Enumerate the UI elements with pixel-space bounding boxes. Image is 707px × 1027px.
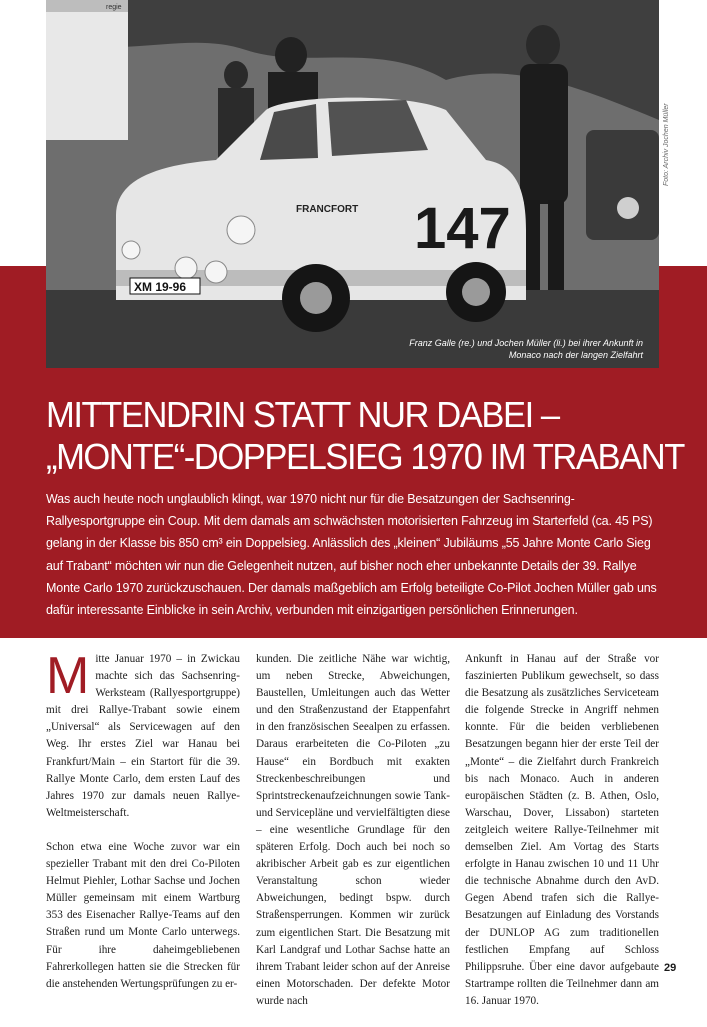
paragraph: Ankunft in Hanau auf der Straße vor faszinierten Publikum gewechselt, so dass die Besatzung als zusätzliches Serviceteam die folgende Strecke in Angriff nehmen konnte. Für die beiden verbliebenen Besatzungen begann hier der erste Teil der „Monte“ – die Zielfahrt durch Frankreich bis nach Monaco. Auch in anderen europäischen Städten (z. B. Athen, Oslo, Warschau, Dover, Lissabon) starteten zeitgleich weitere Rallye-Teilnehmer mit demselben Ziel. Am Vortag des Starts erfolgte in Hanau zwischen 10 und 11 Uhr die technische Abnahme durch den AvD. Gegen Abend trafen sich die Rallye-Besatzungen auf Einladung des Vorstands der DUNLOP AG zum traditionellen festlichen Empfang auf Schloss Philippsruhe. Über eine davor aufgebaute Startrampe rollten die Teilnehmer dann am 16. Januar 1970. bbox=[465, 653, 659, 1007]
car-banner: FRANCFORT bbox=[296, 204, 359, 215]
headline-line-2: „MONTE“-DOPPELSIEG 1970 IM TRABANT bbox=[46, 436, 684, 477]
trabant-photo-illustration bbox=[46, 0, 659, 368]
car-plate: XM 19-96 bbox=[134, 280, 187, 294]
article-intro: Was auch heute noch unglaublich klingt, war 1970 nicht nur für die Besatzungen der Sachsenring-Rallyesportgruppe ein Coup. Mit dem damals am schwächsten motorisierten Fahrzeug im Starterfeld (ca. 45 PS) gelang in der Klasse bis 850 cm³ ein Doppelsieg. Anlässlich des „kleinen“ Jubiläums „55 Jahre Monte Carlo Sieg auf Trabant“ möchten wir nun die Gelegenheit nutzen, auf bisher noch eher unbekannte Details der 39. Rallye Monte Carlo 1970 zurückzuschauen. Der damals maßgeblich am Erfolg beteiligte Co-Pilot Jochen Müller gab uns dafür interessante Einblicke in sein Archiv, verbunden mit einzigartigen persönlichen Erinnerungen. bbox=[46, 492, 657, 618]
body-column-1 bbox=[46, 647, 240, 1010]
body-column-3 bbox=[465, 651, 659, 1027]
body-column-2 bbox=[256, 651, 450, 1027]
page-number: 29 bbox=[664, 962, 677, 974]
drop-cap: M bbox=[46, 647, 90, 705]
article-headline bbox=[46, 394, 684, 478]
photo-caption: Franz Galle (re.) und Jochen Müller (li.) bei ihrer Ankunft in Monaco nach der langen Zielfahrt bbox=[409, 338, 643, 360]
paragraph-text: itte Januar 1970 – in Zwickau machte sich das Sachsenring-Werksteam (Rallyesportgruppe) mit drei Rallye-Trabant sowie einem „Universal“ als Servicewagen auf den Weg. Ihr erstes Ziel war Hanau bei Frankfurt/Main – ein Startort für die 39. Rallye Monte Carlo, dem ersten Lauf des Jahres 1970 zur damals neuen Rallye-Weltmeisterschaft. bbox=[46, 653, 240, 819]
paragraph: Schon etwa eine Woche zuvor war ein spezieller Trabant mit den drei Co-Piloten Helmut Piehler, Lothar Sachse und Jochen Müller gemeinsam mit einem Wartburg 353 des Eisenacher Rallye-Teams auf den Straßen rund um Monte Carlo unterwegs. Für ihre daheimgebliebenen Fahrerkollegen hatten sie die Strecken für die anstehenden Wertungsprüfungen zu er- bbox=[46, 840, 240, 990]
sign-label: regie bbox=[106, 4, 122, 11]
headline-line-1: MITTENDRIN STATT NUR DABEI – bbox=[46, 394, 559, 435]
paragraph: kunden. Die zeitliche Nähe war wichtig, um neben Strecke, Abweichungen, Baustellen, Umleitungen auch das Wetter und den Straßenzustand der Etappenfahrt in den französischen Seealpen zu erfassen. Daraus erarbeiteten die Co-Piloten „zu Hause“ ein Bordbuch mit exakten Streckenbeschreibungen und Sprintstreckenaufzeichnungen sowie Tank- und Servicepläne und vervielfältigten diese – eine wesentliche Grundlage für den späteren Erfolg. Doch auch bei noch so akribischer Arbeit gab es zur eigentlichen Veranstaltung schon wieder Abweichungen, bedingt bspw. durch Straßensperrungen. Kommen wir zurück zum eigentlichen Start. Die Besatzung mit Karl Landgraf und Lothar Sachse hatte an ihrem Trabant leider schon auf der Anreise einen Motorschaden. Der defekte Motor wurde nach bbox=[256, 653, 450, 1007]
photo-credit: Foto: Archiv Jochen Müller bbox=[663, 103, 670, 186]
rally-photo bbox=[46, 0, 659, 368]
paragraph bbox=[46, 647, 240, 822]
car-number: 147 bbox=[414, 196, 511, 261]
